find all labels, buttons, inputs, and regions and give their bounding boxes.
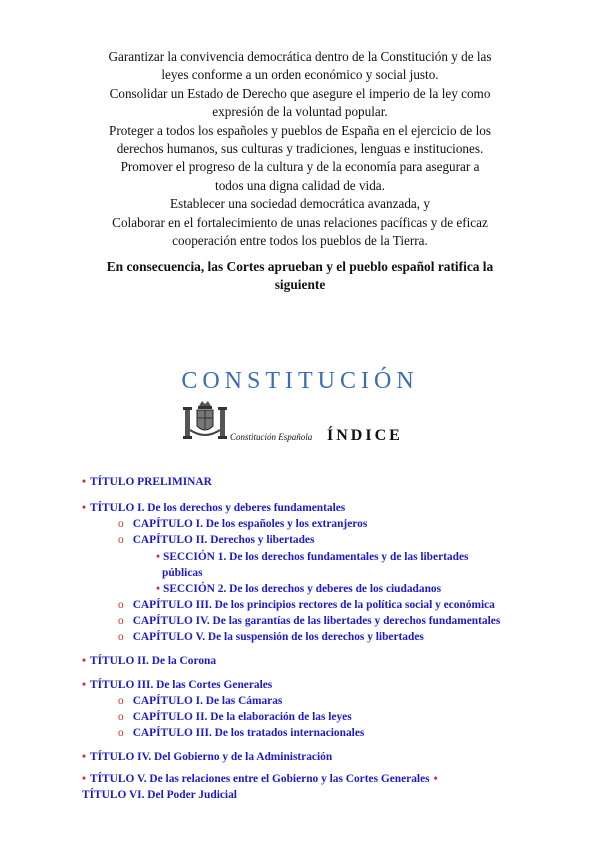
toc-section[interactable] (156, 583, 441, 595)
toc-link[interactable]: CAPÍTULO IV. De las garantías de las libertades y derechos fundamentales (132, 615, 501, 627)
circle-bullet-icon: o (118, 599, 124, 611)
toc-item[interactable] (82, 679, 272, 691)
toc-subitem[interactable] (118, 631, 424, 643)
toc-link[interactable]: CAPÍTULO III. De los principios rectores de la política social y económica (132, 599, 495, 611)
circle-bullet-icon: o (118, 615, 124, 627)
preamble-line: Promover el progreso de la cultura y de la economía para asegurar a (120, 159, 480, 175)
preamble-text (60, 48, 540, 250)
preamble-line: Colaborar en el fortalecimiento de unas relaciones pacíficas y de eficaz (112, 214, 488, 230)
bullet-icon: • (82, 655, 86, 667)
consequence-line: En consecuencia, las Cortes aprueban y el pueblo español ratifica la (106, 259, 494, 274)
circle-bullet-icon: o (118, 727, 124, 739)
bullet-icon: • (156, 551, 160, 563)
toc-link[interactable]: TÍTULO V. De las relaciones entre el Gobierno y las Cortes Generales (90, 773, 430, 785)
consequence-statement (70, 258, 530, 294)
circle-bullet-icon: o (118, 695, 124, 707)
toc-link[interactable]: TÍTULO III. De las Cortes Generales (90, 679, 273, 691)
toc-subitem[interactable] (118, 599, 495, 611)
preamble-line: Consolidar un Estado de Derecho que asegure el imperio de la ley como (109, 85, 491, 101)
preamble-line: Garantizar la convivencia democrática dentro de la Constitución y de las (108, 49, 492, 64)
crest-caption: Constitución Española (230, 432, 313, 442)
bullet-icon: • (82, 773, 86, 785)
toc-section-continuation[interactable] (162, 567, 203, 579)
toc-item[interactable] (82, 476, 212, 488)
consequence-line: siguiente (274, 277, 326, 292)
toc-subitem[interactable] (118, 695, 282, 707)
bullet-icon: • (156, 583, 160, 595)
toc-link[interactable]: TÍTULO II. De la Corona (90, 655, 217, 667)
toc-subitem[interactable] (118, 711, 352, 723)
preamble-line: cooperación entre todos los pueblos de la Tierra. (172, 233, 428, 249)
toc-subitem[interactable] (118, 534, 314, 546)
bullet-icon: • (82, 476, 86, 488)
preamble-line: Proteger a todos los españoles y pueblos de España en el ejercicio de los (109, 122, 491, 138)
toc-link[interactable]: TÍTULO I. De los derechos y deberes fundamentales (90, 502, 346, 514)
toc-item[interactable] (82, 789, 237, 801)
toc-link[interactable]: públicas (162, 567, 203, 579)
preamble-line: Establecer una sociedad democrática avanzada, y (170, 196, 430, 212)
preamble-line: leyes conforme a un orden económico y social justo. (161, 67, 439, 83)
toc-link[interactable]: CAPÍTULO I. De los españoles y los extranjeros (132, 518, 368, 530)
toc-item[interactable] (82, 773, 442, 785)
coat-of-arms-icon (182, 400, 228, 442)
toc-link[interactable]: SECCIÓN 1. De los derechos fundamentales y de las libertades (163, 551, 469, 563)
toc-link[interactable]: TÍTULO IV. Del Gobierno y de la Administración (90, 751, 333, 763)
bullet-icon: • (82, 502, 86, 514)
toc-link[interactable]: CAPÍTULO II. De la elaboración de las leyes (132, 711, 352, 723)
toc-link[interactable]: CAPÍTULO I. De las Cámaras (132, 695, 283, 707)
toc-link[interactable]: TÍTULO VI. Del Poder Judicial (82, 789, 237, 801)
circle-bullet-icon: o (118, 534, 124, 546)
toc-link[interactable]: TÍTULO PRELIMINAR (90, 476, 212, 488)
toc-link[interactable]: CAPÍTULO V. De la suspensión de los derechos y libertades (132, 631, 424, 643)
toc-subitem[interactable] (118, 615, 500, 627)
bullet-icon: • (433, 773, 438, 785)
toc-item[interactable] (82, 655, 216, 667)
toc-section[interactable] (156, 551, 468, 563)
preamble-line: expresión de la voluntad popular. (212, 104, 388, 120)
circle-bullet-icon: o (118, 518, 124, 530)
page-title: CONSTITUCIÓN (181, 368, 419, 394)
toc-item[interactable] (82, 502, 345, 514)
toc-link[interactable]: SECCIÓN 2. De los derechos y deberes de los ciudadanos (163, 583, 442, 595)
toc-link[interactable]: CAPÍTULO III. De los tratados internacionales (132, 727, 365, 739)
bullet-icon: • (82, 751, 86, 763)
circle-bullet-icon: o (118, 711, 124, 723)
toc-subitem[interactable] (118, 727, 364, 739)
index-heading: ÍNDICE (327, 427, 403, 444)
bullet-icon: • (82, 679, 86, 691)
circle-bullet-icon: o (118, 631, 124, 643)
preamble-line: todos una digna calidad de vida. (215, 177, 385, 193)
toc-link[interactable]: CAPÍTULO II. Derechos y libertades (132, 534, 315, 546)
toc-item[interactable] (82, 751, 332, 763)
preamble-line: derechos humanos, sus culturas y tradiciones, lenguas e instituciones. (116, 141, 484, 157)
toc-subitem[interactable] (118, 518, 367, 530)
